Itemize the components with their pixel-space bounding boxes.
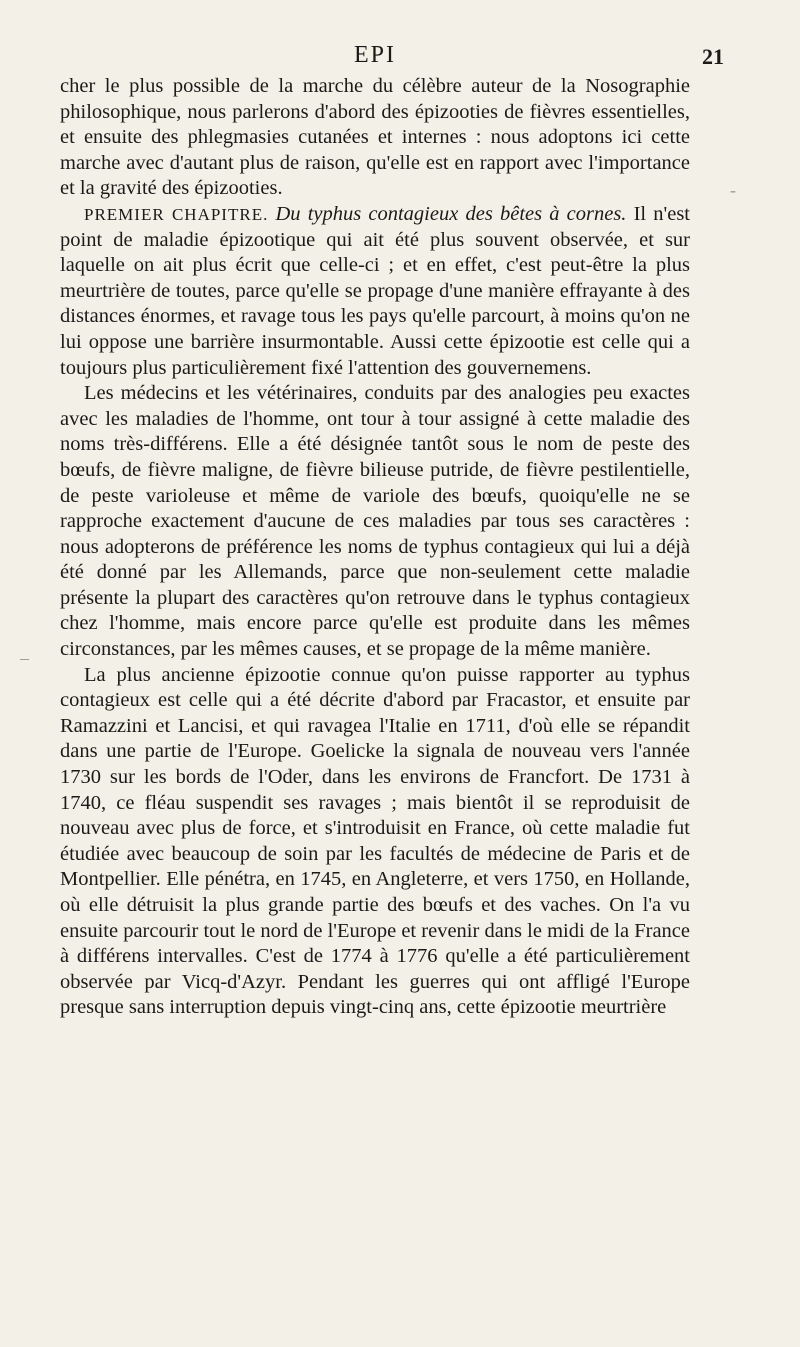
chapter-label: PREMIER CHAPITRE.	[84, 204, 269, 224]
body-text	[60, 74, 690, 1021]
paragraph-4: La plus ancienne épizootie connue qu'on puisse rapporter au typhus contagieux est celle qui a été décrite d'abord par Fracastor, et ensuite par Ramazzini et Lancisi, et qui ravagea l'Italie en 1711, d'où elle se répandit dans une partie de l'Europe. Goelicke la signala de nouveau vers l'année 1730 sur les bords de l'Oder, dans les environs de Francfort. De 1731 à 1740, ce fléau suspendit ses ravages ; mais bientôt il se reproduisit de nouveau avec plus de force, et s'introduisit en France, où cette maladie fut étudiée avec beaucoup de soin par les facultés de médecine de Paris et de Montpellier. Elle pénétra, en 1745, en Angleterre, et vers 1750, en Hollande, où elle détruisit la plus grande partie des bœufs et des vaches. On l'a vu ensuite parcourir tout le nord de l'Europe et revenir dans le midi de la France à différens intervalles. C'est de 1774 à 1776 qu'elle a été particulièrement observée par Vicq-d'Azyr. Pendant les guerres qui ont affligé l'Europe presque sans interruption depuis vingt-cinq ans, cette épizootie meurtrière	[60, 663, 690, 1019]
margin-dash-mark: –	[20, 648, 29, 668]
paragraph-2-text: Il n'est point de maladie épizootique qui ait été plus souvent observée, et sur laquelle on ait plus écrit que celle-ci ; et en effet, c'est peut-être la plus meurtrière de toutes, parce qu'elle se propage d'une manière effrayante à des distances énormes, et ravage tous les pays qu'elle parcourt, à moins qu'on ne lui oppose une barrière insurmontable. Aussi cette épizootie est celle qui a toujours plus particulièrement fixé l'attention des gouvernemens.	[60, 202, 691, 379]
margin-dash-mark: -	[730, 180, 736, 200]
chapter-title: Du typhus contagieux des bêtes à cornes.	[275, 202, 627, 225]
paragraph-2	[60, 202, 690, 381]
paragraph-1: cher le plus possible de la marche du célèbre auteur de la Nosographie philosophique, nous parlerons d'abord des épizooties de fièvres essentielles, et ensuite des phlegmasies cutanées et internes : nous adoptons ici cette marche avec d'autant plus de raison, qu'elle est en rapport avec l'importance et la gravité des épizooties.	[60, 75, 690, 200]
running-head	[60, 42, 724, 74]
paragraph-3: Les médecins et les vétérinaires, conduits par des analogies peu exactes avec les maladies de l'homme, ont tour à tour assigné à cette maladie des noms très-différens. Elle a été désignée tantôt sous le nom de peste des bœufs, de fièvre maligne, de fièvre bilieuse putride, de fièvre pestilentielle, de peste varioleuse et même de variole des bœufs, quoiqu'elle ne se rapproche exactement d'aucune de ces maladies par tous ses caractères : nous adopterons de préférence les noms de typhus contagieux qui lui a déjà été donné par les Allemands, parce que non-seulement cette maladie présente la plupart des caractères qu'on retrouve dans le typhus contagieux chez l'homme, mais encore parce qu'elle est produite dans les mêmes circonstances, par les mêmes causes, et se propage de la même manière.	[60, 382, 690, 661]
page-number: 21	[702, 44, 724, 69]
running-title: EPI	[354, 42, 396, 68]
